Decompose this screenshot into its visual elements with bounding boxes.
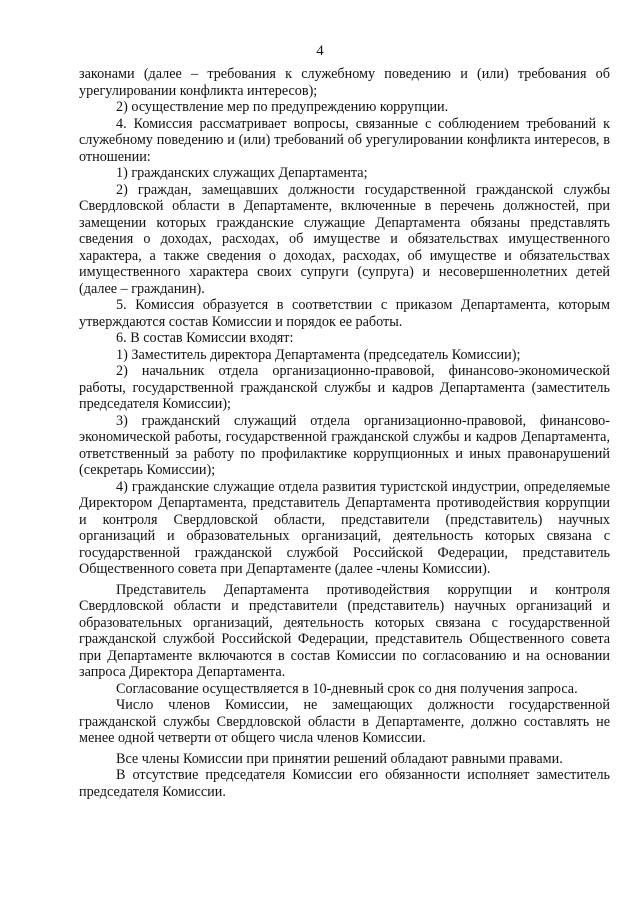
- paragraph-clause-4: 4. Комиссия рассматривает вопросы, связанные с соблюдением требований к служебному поведению и (или) требований об урегулировании конфликта интересов, в отношении:: [79, 115, 610, 165]
- paragraph-member-2: 2) начальник отдела организационно-правовой, финансово-экономической работы, государственной гражданской службы и кадров Департамента (заместитель председателя Комиссии);: [79, 363, 610, 412]
- paragraph-member-count: Число членов Комиссии, не замещающих должности государственной гражданской службы Свердловской области в Департаменте, должно составлять не менее одной четверти от общего числа членов Комиссии.: [79, 697, 610, 746]
- paragraph-clause-6: 6. В состав Комиссии входят:: [116, 330, 294, 346]
- paragraph-member-4: 4) гражданские служащие отдела развития туристской индустрии, определяемые Директором Департамента, представитель Департамента противодействия коррупции и контроля Свердловской области, представители (представитель) научных организаций и образовательных организаций, деятельность которых связана с государственной гражданской службой Российской Федерации, представитель Общественного совета при Департаменте (далее -члены Комиссии).: [79, 478, 610, 577]
- paragraph-clause-5: 5. Комиссия образуется в соответствии с приказом Департамента, которым утверждаются состав Комиссии и порядок ее работы.: [79, 297, 610, 330]
- paragraph-continuation: законами (далее – требования к служебному поведению и (или) требования об урегулировании конфликта интересов);: [79, 66, 610, 99]
- paragraph-member-3: 3) гражданский служащий отдела организационно-правовой, финансово-экономической работы, государственной гражданской службы и кадров Департамента, ответственный за работу по профилактике коррупционных и иных правонарушений (секретарь Комиссии);: [79, 412, 610, 478]
- paragraph-equal-rights: Все члены Комиссии при принятии решений обладают равными правами.: [116, 750, 563, 767]
- document-body: [79, 66, 610, 800]
- paragraph-item-2-measures: 2) осуществление мер по предупреждению коррупции.: [116, 99, 449, 115]
- paragraph-approval-term: Согласование осуществляется в 10-дневный срок со дня получения запроса.: [116, 680, 578, 697]
- page-number: 4: [316, 43, 324, 59]
- paragraph-item-1-servants: 1) гражданских служащих Департамента;: [116, 165, 368, 181]
- paragraph-chair-absence: В отсутствие председателя Комиссии его обязанности исполняет заместитель председателя Комиссии.: [79, 767, 610, 800]
- paragraph-item-2-citizens: 2) граждан, замещавших должности государственной гражданской службы Свердловской области в Департаменте, включенные в перечень должностей, при замещении которых гражданские служащие Департамента обязаны представлять сведения о доходах, расходах, об имуществе и обязательствах имущественного характера, а также сведения о доходах, расходах, об имуществе и обязательствах имущественного характера своих супруги (супруга) и несовершеннолетних детей (далее – гражданин).: [79, 181, 610, 297]
- paragraph-member-1: 1) Заместитель директора Департамента (председатель Комиссии);: [116, 346, 521, 363]
- paragraph-representatives: Представитель Департамента противодействия коррупции и контроля Свердловской области и представители (представитель) научных организаций и образовательных организаций, деятельность которых связана с государственной гражданской службой Российской Федерации, представитель Общественного совета при Департаменте включаются в состав Комиссии по согласованию и на основании запроса Директора Департамента.: [79, 581, 610, 680]
